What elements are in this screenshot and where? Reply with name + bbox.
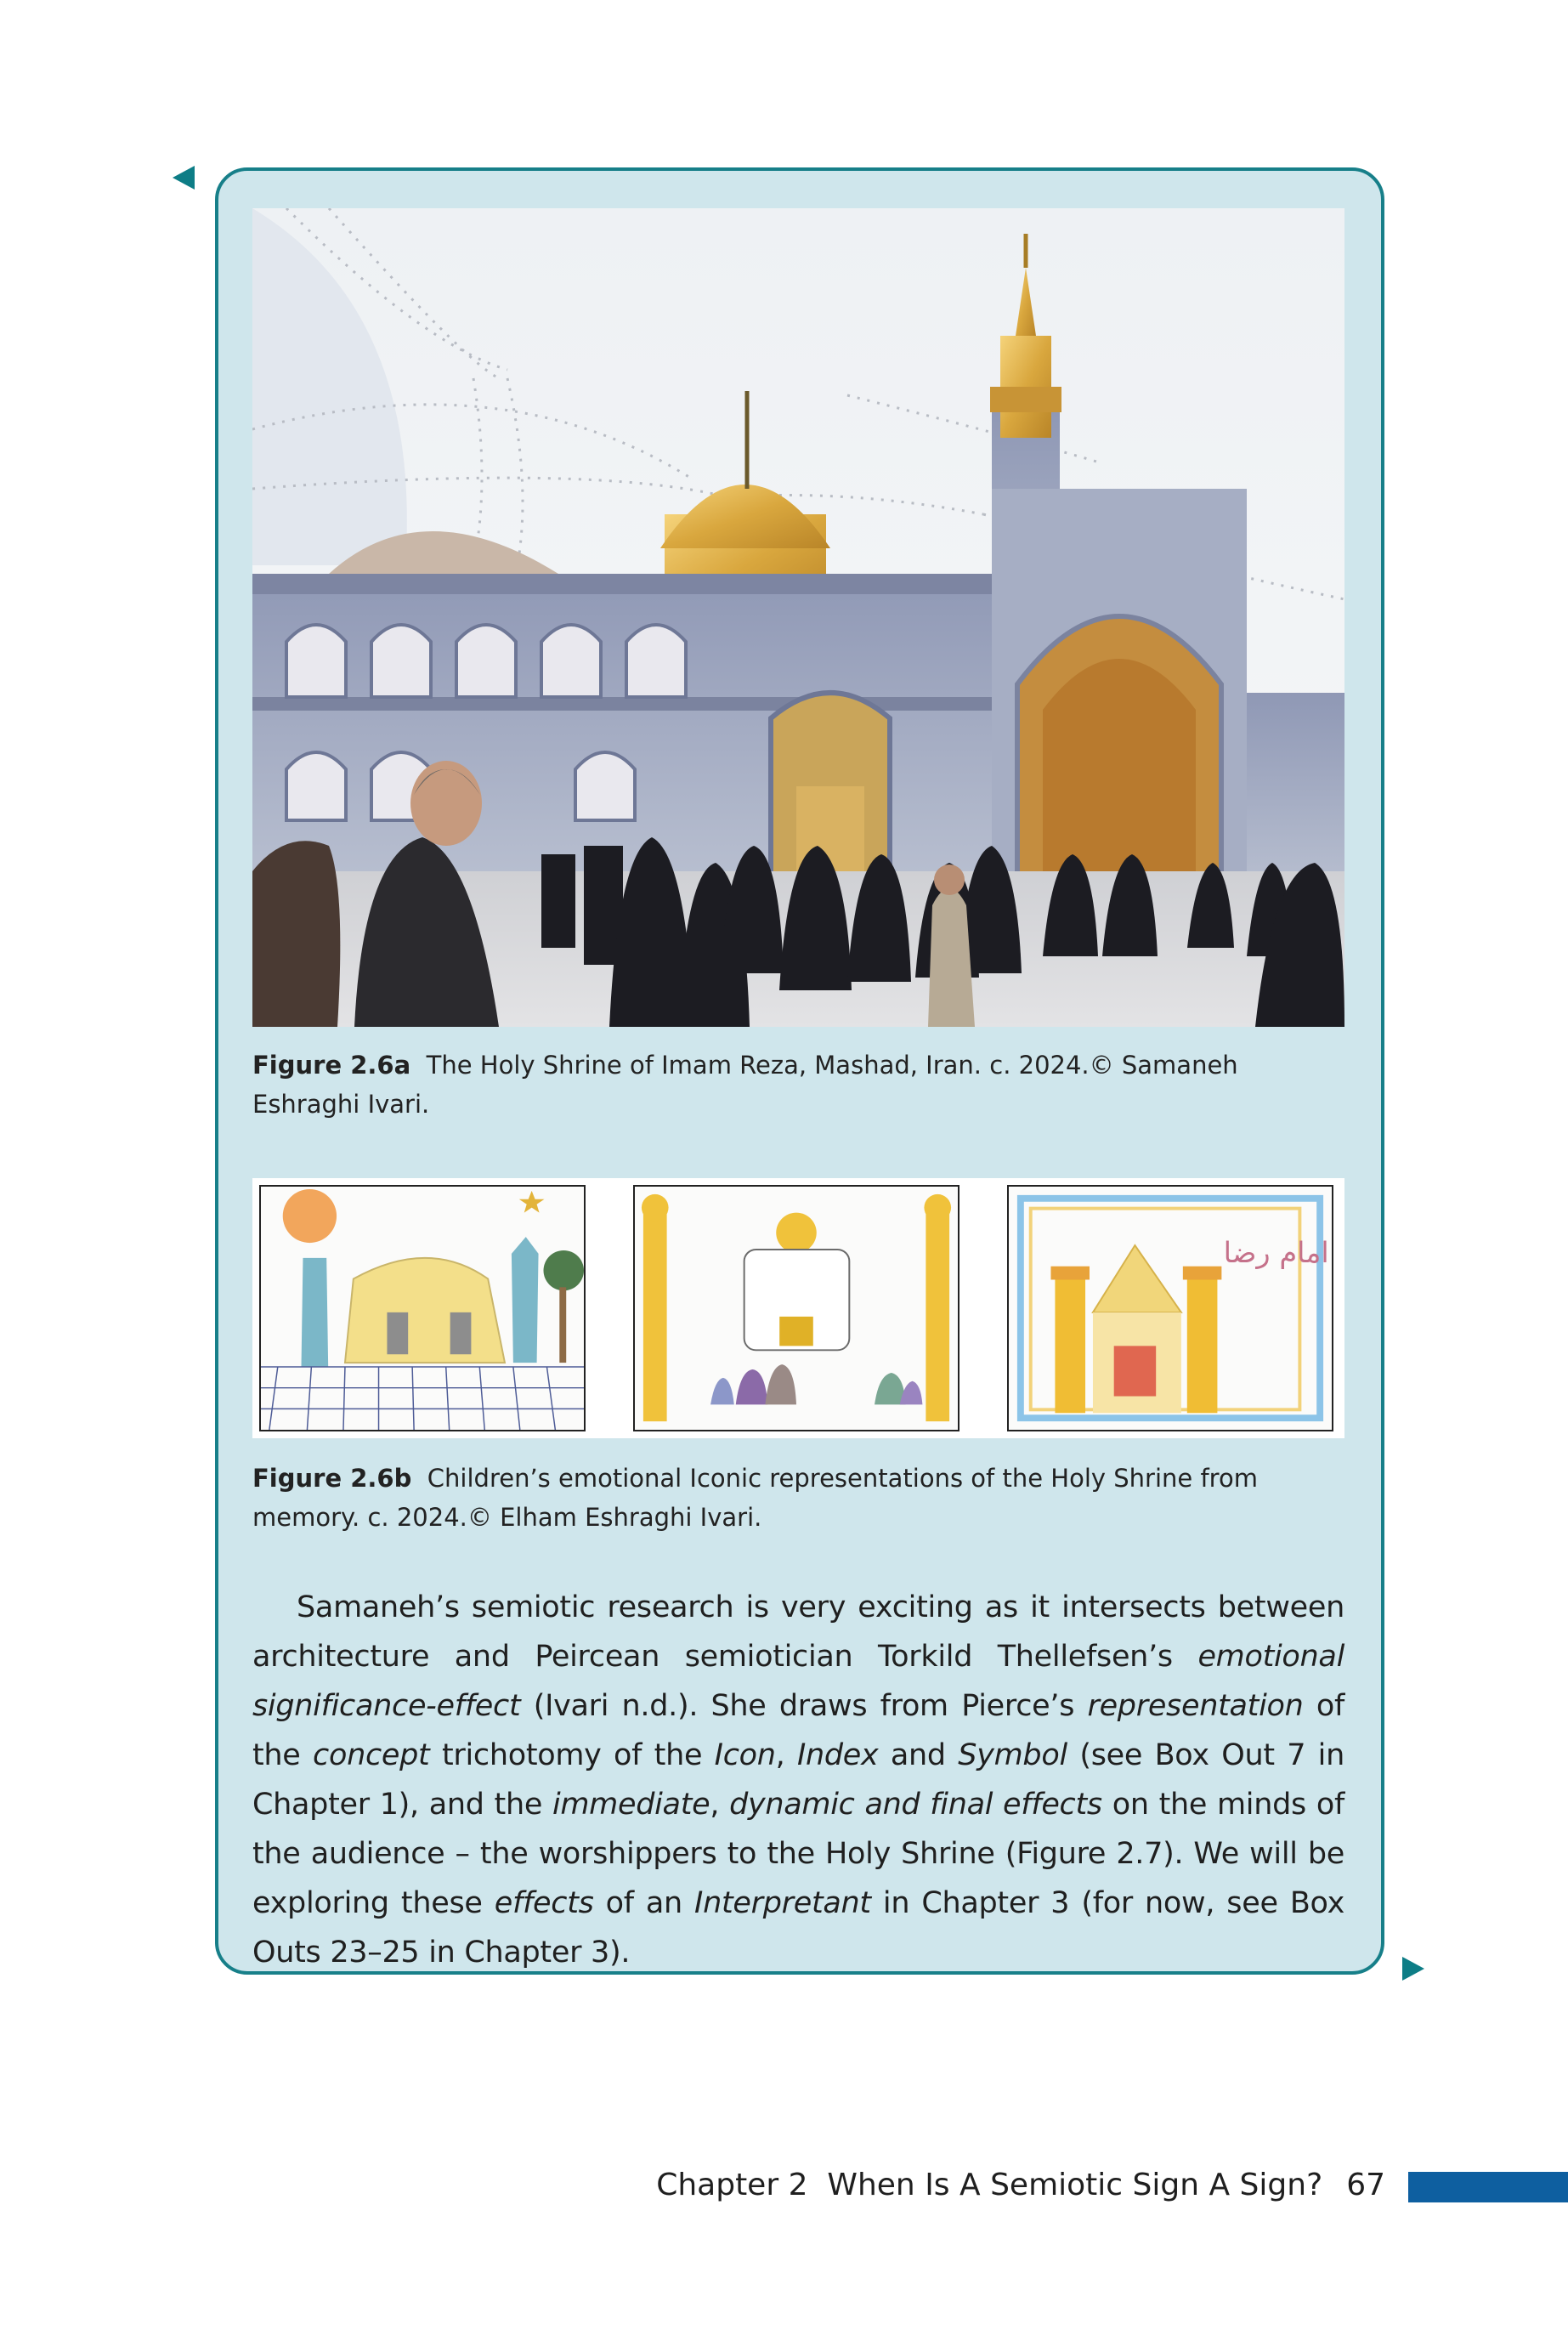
text-run: (see Box Out 7 in Chapter 1), and the (252, 1738, 1344, 1822)
drawing-3-handwriting: امام رضا (1223, 1235, 1329, 1269)
figure-2-6b-label: Figure 2.6b (252, 1464, 412, 1493)
italic-term: Icon (714, 1738, 776, 1772)
text-run: in Chapter 3 (for now, see Box Outs 23–25 in Chapter 3). (252, 1886, 1344, 1970)
text-run: (Ivari n.d.). She draws from Pierce’s (520, 1689, 1088, 1723)
figure-2-6b-text: Children’s emotional Iconic representations of the Holy Shrine from memory. c. 2024.© Elham Eshraghi Ivari. (252, 1464, 1258, 1532)
running-title: Chapter 2 When Is A Semiotic Sign A Sign? (656, 2168, 1323, 2202)
body-paragraph (252, 1583, 1344, 1977)
drawing-2 (633, 1185, 959, 1431)
page-number: 67 (1346, 2168, 1385, 2202)
figure-2-6a-text: The Holy Shrine of Imam Reza, Mashad, Iran. c. 2024.© Samaneh Eshraghi Ivari. (252, 1051, 1238, 1119)
figure-2-6a-caption (252, 1046, 1349, 1124)
text-run: and (878, 1738, 959, 1772)
next-page-marker-icon (1402, 1957, 1424, 1981)
figure-2-6b-caption (252, 1459, 1349, 1537)
page-footer (595, 2168, 1385, 2202)
childrens-drawings-strip (252, 1178, 1344, 1438)
italic-term: Index (796, 1738, 879, 1772)
italic-term: concept (313, 1738, 430, 1772)
text-run: on the minds of the audience – the worshippers to the Holy Shrine (Figure 2.7). We will be exploring these (252, 1788, 1344, 1920)
footer-accent-bar (1408, 2172, 1568, 2202)
italic-term: Interpretant (694, 1886, 871, 1920)
shrine-photo (252, 208, 1344, 1027)
italic-term: Symbol (958, 1738, 1067, 1772)
text-run: Samaneh’s semiotic research is very exciting as it intersects between architecture and Peircean semiotician Torkild Thellefsen’s (252, 1590, 1344, 1674)
figure-2-6a-label: Figure 2.6a (252, 1051, 411, 1080)
italic-term: representation (1087, 1689, 1304, 1723)
previous-page-marker-icon (173, 166, 195, 190)
text-run: of the (252, 1689, 1344, 1772)
text-run: , (710, 1788, 730, 1822)
drawing-3 (1007, 1185, 1333, 1431)
text-run: trichotomy of the (429, 1738, 715, 1772)
text-run: of an (593, 1886, 695, 1920)
italic-term: emotional significance-effect (252, 1640, 1344, 1723)
italic-term: effects (494, 1886, 594, 1920)
text-run: , (775, 1738, 797, 1772)
drawing-1 (259, 1185, 586, 1431)
italic-term: dynamic and final effects (729, 1788, 1102, 1822)
italic-term: immediate (552, 1788, 710, 1822)
